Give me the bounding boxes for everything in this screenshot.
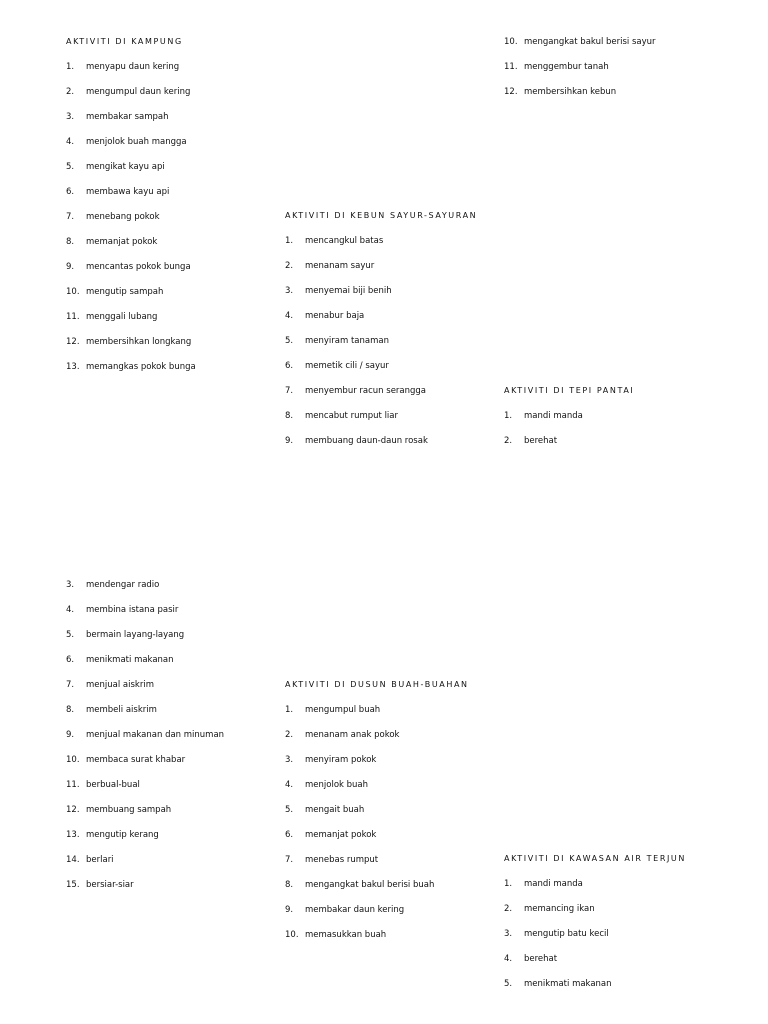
list-item xyxy=(504,926,686,951)
item-text: bermain layang-layang xyxy=(86,630,185,640)
item-number: 1. xyxy=(504,411,513,421)
list-item xyxy=(66,84,196,109)
item-number: 1. xyxy=(285,236,294,246)
item-number: 5. xyxy=(66,630,75,640)
item-text: menebang pokok xyxy=(86,212,160,222)
list-item xyxy=(66,134,196,159)
item-text: memanjat pokok xyxy=(305,830,377,840)
section-air-terjun xyxy=(504,851,686,1001)
item-number: 4. xyxy=(66,137,75,147)
item-text: menanam sayur xyxy=(305,261,375,271)
item-number: 5. xyxy=(504,979,513,989)
item-text: membersihkan kebun xyxy=(524,87,617,97)
list-item xyxy=(285,777,469,802)
list-item xyxy=(66,652,224,677)
item-text: menyiram pokok xyxy=(305,755,377,765)
list-item xyxy=(66,109,196,134)
item-number: 6. xyxy=(66,187,75,197)
list-item xyxy=(66,677,224,702)
list-item xyxy=(285,877,469,902)
item-number: 9. xyxy=(66,730,75,740)
list-item xyxy=(285,308,477,333)
item-number: 11. xyxy=(66,780,80,790)
item-text: menggali lubang xyxy=(86,312,158,322)
list-item xyxy=(285,433,477,458)
list-item xyxy=(285,233,477,258)
item-number: 3. xyxy=(285,755,294,765)
item-text: menyemai biji benih xyxy=(305,286,392,296)
item-number: 5. xyxy=(66,162,75,172)
item-text: memanjat pokok xyxy=(86,237,158,247)
list-item xyxy=(285,852,469,877)
item-text: mengutip batu kecil xyxy=(524,929,609,939)
item-number: 4. xyxy=(504,954,513,964)
list-item xyxy=(504,951,686,976)
list-item xyxy=(504,84,656,109)
item-text: membawa kayu api xyxy=(86,187,170,197)
item-text: mandi manda xyxy=(524,411,583,421)
item-text: mencangkul batas xyxy=(305,236,384,246)
item-text: membeli aiskrim xyxy=(86,705,157,715)
item-number: 11. xyxy=(504,62,518,72)
list-item xyxy=(66,627,224,652)
item-text: membakar daun kering xyxy=(305,905,405,915)
list-item xyxy=(66,877,224,902)
list-item xyxy=(66,852,224,877)
item-text: mengutip kerang xyxy=(86,830,159,840)
item-text: menanam anak pokok xyxy=(305,730,400,740)
section-kampung xyxy=(66,34,196,384)
list-item xyxy=(66,284,196,309)
list-item xyxy=(504,433,634,458)
item-text: mencabut rumput liar xyxy=(305,411,399,421)
list-item xyxy=(66,702,224,727)
item-number: 14. xyxy=(66,855,80,865)
list-item xyxy=(504,876,686,901)
list-item xyxy=(285,258,477,283)
item-text: berlari xyxy=(86,855,114,865)
heading-kampung: AKTIVITI DI KAMPUNG xyxy=(66,37,183,46)
heading-dusun: AKTIVITI DI DUSUN BUAH-BUAHAN xyxy=(285,680,469,689)
list-item xyxy=(66,334,196,359)
list-item xyxy=(285,408,477,433)
item-text: membuang sampah xyxy=(86,805,172,815)
list-item xyxy=(66,209,196,234)
item-number: 3. xyxy=(66,112,75,122)
item-text: menggembur tanah xyxy=(524,62,609,72)
item-text: mencantas pokok bunga xyxy=(86,262,191,272)
list-item xyxy=(285,383,477,408)
heading-kebun-sayur: AKTIVITI DI KEBUN SAYUR-SAYURAN xyxy=(285,211,478,220)
section-kampung-continued xyxy=(504,34,656,109)
item-number: 1. xyxy=(66,62,75,72)
list-item xyxy=(66,359,196,384)
list-item xyxy=(285,727,469,752)
item-text: berbual-bual xyxy=(86,780,140,790)
item-number: 6. xyxy=(285,361,294,371)
item-number: 2. xyxy=(285,730,294,740)
list-item xyxy=(285,283,477,308)
item-number: 15. xyxy=(66,880,80,890)
item-number: 5. xyxy=(285,805,294,815)
list-item xyxy=(285,358,477,383)
item-text: membersihkan longkang xyxy=(86,337,192,347)
item-number: 4. xyxy=(285,311,294,321)
list-item xyxy=(66,752,224,777)
item-text: mengait buah xyxy=(305,805,365,815)
item-text: membakar sampah xyxy=(86,112,169,122)
list-item xyxy=(66,777,224,802)
item-text: memetik cili / sayur xyxy=(305,361,389,371)
item-number: 4. xyxy=(285,780,294,790)
item-number: 7. xyxy=(285,386,294,396)
item-number: 13. xyxy=(66,830,80,840)
item-number: 4. xyxy=(66,605,75,615)
item-number: 9. xyxy=(285,436,294,446)
item-text: membina istana pasir xyxy=(86,605,179,615)
item-text: menikmati makanan xyxy=(524,979,612,989)
list-kebun-sayur xyxy=(285,233,477,458)
item-text: menjolok buah mangga xyxy=(86,137,187,147)
list-item xyxy=(66,727,224,752)
section-tepi-pantai-continued xyxy=(66,577,224,902)
list-tepi-pantai xyxy=(504,408,634,458)
item-text: mendengar radio xyxy=(86,580,160,590)
item-number: 8. xyxy=(285,411,294,421)
item-number: 8. xyxy=(66,237,75,247)
item-text: menyiram tanaman xyxy=(305,336,389,346)
list-item xyxy=(66,309,196,334)
item-text: mengumpul buah xyxy=(305,705,381,715)
item-number: 12. xyxy=(504,87,518,97)
item-number: 1. xyxy=(285,705,294,715)
item-number: 2. xyxy=(285,261,294,271)
list-item xyxy=(504,34,656,59)
list-item xyxy=(285,802,469,827)
item-number: 2. xyxy=(504,436,513,446)
item-text: memangkas pokok bunga xyxy=(86,362,196,372)
list-item xyxy=(285,827,469,852)
list-tepi-pantai-continued xyxy=(66,577,224,902)
item-text: mengangkat bakul berisi sayur xyxy=(524,37,656,47)
list-item xyxy=(66,577,224,602)
item-text: menyembur racun serangga xyxy=(305,386,427,396)
item-text: berehat xyxy=(524,436,558,446)
item-number: 10. xyxy=(66,287,80,297)
list-kampung-continued xyxy=(504,34,656,109)
item-number: 6. xyxy=(66,655,75,665)
item-text: menyapu daun kering xyxy=(86,62,180,72)
item-text: mengangkat bakul berisi buah xyxy=(305,880,435,890)
list-item xyxy=(66,159,196,184)
list-item xyxy=(504,901,686,926)
item-text: membaca surat khabar xyxy=(86,755,186,765)
item-number: 7. xyxy=(66,680,75,690)
item-text: menjolok buah xyxy=(305,780,369,790)
item-text: memancing ikan xyxy=(524,904,595,914)
list-item xyxy=(285,702,469,727)
list-item xyxy=(285,752,469,777)
item-text: membuang daun-daun rosak xyxy=(305,436,428,446)
list-item xyxy=(504,408,634,433)
item-text: mengutip sampah xyxy=(86,287,164,297)
item-text: bersiar-siar xyxy=(86,880,134,890)
item-number: 11. xyxy=(66,312,80,322)
item-number: 1. xyxy=(504,879,513,889)
item-text: berehat xyxy=(524,954,558,964)
item-text: memasukkan buah xyxy=(305,930,387,940)
list-item xyxy=(504,59,656,84)
item-text: mandi manda xyxy=(524,879,583,889)
list-item xyxy=(66,59,196,84)
item-text: menebas rumput xyxy=(305,855,379,865)
item-number: 2. xyxy=(66,87,75,97)
item-text: mengikat kayu api xyxy=(86,162,165,172)
list-item xyxy=(66,802,224,827)
item-text: menabur baja xyxy=(305,311,365,321)
item-number: 10. xyxy=(285,930,299,940)
item-text: mengumpul daun kering xyxy=(86,87,191,97)
item-number: 10. xyxy=(66,755,80,765)
item-number: 8. xyxy=(66,705,75,715)
heading-tepi-pantai: AKTIVITI DI TEPI PANTAI xyxy=(504,386,635,395)
list-item xyxy=(285,333,477,358)
list-item xyxy=(66,827,224,852)
item-number: 3. xyxy=(285,286,294,296)
item-text: menjual aiskrim xyxy=(86,680,154,690)
item-number: 3. xyxy=(504,929,513,939)
list-item xyxy=(66,259,196,284)
list-item xyxy=(66,602,224,627)
list-item xyxy=(504,976,686,1001)
list-item xyxy=(66,234,196,259)
item-number: 9. xyxy=(66,262,75,272)
heading-air-terjun: AKTIVITI DI KAWASAN AIR TERJUN xyxy=(504,854,686,863)
item-number: 7. xyxy=(285,855,294,865)
item-number: 10. xyxy=(504,37,518,47)
list-kampung xyxy=(66,59,196,384)
section-kebun-sayur xyxy=(285,208,477,458)
list-air-terjun xyxy=(504,876,686,1001)
item-number: 7. xyxy=(66,212,75,222)
section-dusun xyxy=(285,677,469,952)
item-number: 12. xyxy=(66,805,80,815)
item-text: menikmati makanan xyxy=(86,655,174,665)
list-item xyxy=(285,927,469,952)
item-number: 2. xyxy=(504,904,513,914)
list-dusun xyxy=(285,702,469,952)
list-item xyxy=(285,902,469,927)
item-number: 3. xyxy=(66,580,75,590)
item-number: 13. xyxy=(66,362,80,372)
item-number: 6. xyxy=(285,830,294,840)
list-item xyxy=(66,184,196,209)
item-number: 8. xyxy=(285,880,294,890)
item-number: 5. xyxy=(285,336,294,346)
item-text: menjual makanan dan minuman xyxy=(86,730,225,740)
item-number: 9. xyxy=(285,905,294,915)
item-number: 12. xyxy=(66,337,80,347)
section-tepi-pantai xyxy=(504,383,634,458)
